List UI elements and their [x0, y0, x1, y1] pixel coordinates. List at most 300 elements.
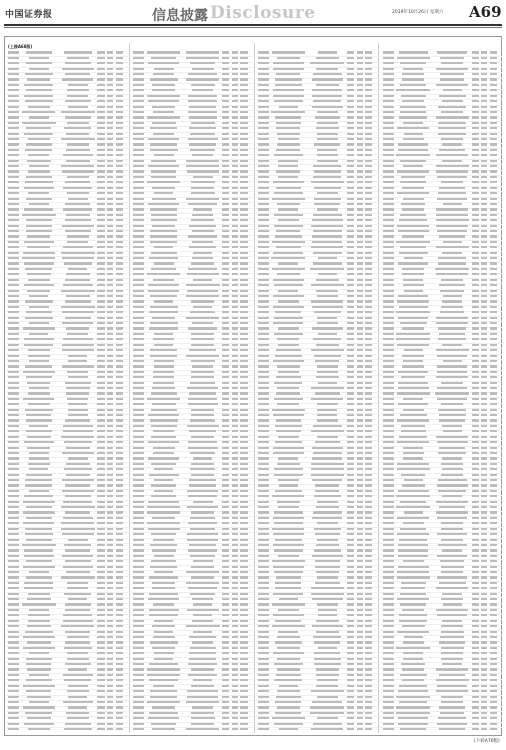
table-cell — [490, 544, 497, 546]
table-cell — [232, 376, 238, 378]
table-cell — [357, 717, 363, 719]
table-cell — [258, 62, 269, 64]
table-cell — [240, 208, 247, 210]
table-cell — [232, 582, 238, 584]
table-cell — [190, 593, 215, 595]
table-cell — [383, 257, 394, 259]
table-cell — [347, 430, 354, 432]
table-cell — [383, 447, 394, 449]
table-cell — [133, 685, 144, 687]
table-cell — [277, 403, 299, 405]
table-cell — [365, 138, 372, 140]
table-cell — [67, 658, 90, 660]
table-cell — [154, 68, 174, 70]
table-cell — [97, 501, 104, 503]
table-cell — [273, 452, 304, 454]
table-cell — [481, 603, 487, 605]
table-cell — [383, 62, 394, 64]
table-cell — [490, 241, 497, 243]
table-cell — [402, 273, 424, 275]
table-cell — [490, 441, 497, 443]
table-cell — [440, 73, 464, 75]
table-cell — [274, 214, 303, 216]
table-cell — [258, 143, 269, 145]
table-cell — [240, 306, 247, 308]
table-cell — [107, 154, 113, 156]
table-cell — [28, 403, 49, 405]
table-cell — [97, 506, 104, 508]
table-cell — [490, 170, 497, 172]
table-cell — [316, 57, 340, 59]
table-cell — [472, 484, 479, 486]
table-cell — [357, 706, 363, 708]
table-cell — [232, 51, 238, 53]
table-cell — [66, 571, 90, 573]
table-cell — [347, 149, 354, 151]
table-cell — [315, 566, 340, 568]
table-cell — [8, 219, 19, 221]
table-cell — [222, 116, 229, 118]
table-cell — [365, 170, 372, 172]
table-cell — [29, 295, 48, 297]
table-cell — [240, 165, 247, 167]
table-cell — [481, 392, 487, 394]
table-cell — [472, 268, 479, 270]
table-cell — [133, 701, 144, 703]
table-cell — [188, 235, 217, 237]
table-cell — [222, 273, 229, 275]
table-cell — [97, 176, 104, 178]
table-cell — [357, 68, 363, 70]
table-cell — [148, 165, 178, 167]
table-cell — [275, 539, 302, 541]
table-cell — [314, 641, 340, 643]
table-cell — [396, 712, 429, 714]
table-cell — [400, 246, 426, 248]
table-cell — [62, 490, 95, 492]
table-cell — [64, 468, 92, 470]
table-cell — [383, 306, 394, 308]
table-cell — [258, 160, 269, 162]
table-cell — [152, 706, 174, 708]
table-cell — [490, 425, 497, 427]
table-cell — [133, 663, 144, 665]
table-cell — [437, 723, 467, 725]
table-cell — [274, 154, 303, 156]
table-cell — [472, 252, 479, 254]
table-cell — [490, 338, 497, 340]
table-cell — [133, 490, 144, 492]
table-cell — [232, 214, 238, 216]
table-cell — [240, 631, 247, 633]
table-cell — [436, 84, 469, 86]
table-cell — [191, 338, 215, 340]
table-cell — [481, 484, 487, 486]
table-cell — [441, 625, 463, 627]
table-cell — [147, 522, 180, 524]
table-cell — [149, 712, 178, 714]
table-cell — [153, 73, 174, 75]
table-cell — [8, 371, 19, 373]
table-cell — [29, 68, 49, 70]
table-cell — [153, 430, 173, 432]
table-cell — [232, 241, 238, 243]
table-cell — [26, 219, 51, 221]
table-cell — [442, 252, 462, 254]
table-cell — [116, 647, 123, 649]
table-cell — [279, 106, 298, 108]
table-cell — [365, 284, 372, 286]
table-cell — [222, 663, 229, 665]
table-cell — [222, 614, 229, 616]
table-cell — [133, 273, 144, 275]
table-cell — [365, 674, 372, 676]
table-cell — [472, 241, 479, 243]
table-cell — [116, 84, 123, 86]
table-cell — [133, 414, 144, 416]
table-cell — [357, 544, 363, 546]
table-cell — [258, 198, 269, 200]
table-cell — [400, 603, 426, 605]
table-cell — [222, 668, 229, 670]
table-cell — [481, 447, 487, 449]
table-cell — [232, 387, 238, 389]
table-cell — [481, 668, 487, 670]
table-cell — [357, 641, 363, 643]
table-cell — [472, 262, 479, 264]
table-cell — [347, 490, 354, 492]
table-cell — [8, 430, 19, 432]
table-cell — [133, 311, 144, 313]
table-cell — [133, 517, 144, 519]
table-cell — [481, 214, 487, 216]
table-cell — [8, 160, 19, 162]
table-cell — [258, 300, 269, 302]
table-cell — [365, 636, 372, 638]
table-cell — [66, 160, 90, 162]
table-cell — [152, 517, 175, 519]
table-cell — [481, 544, 487, 546]
table-cell — [240, 457, 247, 459]
table-cell — [232, 62, 238, 64]
table-cell — [222, 284, 229, 286]
table-cell — [8, 495, 19, 497]
table-cell — [154, 658, 173, 660]
table-cell — [315, 533, 340, 535]
table-cell — [232, 641, 238, 643]
table-cell — [402, 100, 425, 102]
table-cell — [365, 100, 372, 102]
table-cell — [8, 468, 19, 470]
table-cell — [107, 192, 113, 194]
table-cell — [107, 409, 113, 411]
table-cell — [383, 57, 394, 59]
table-cell — [149, 311, 177, 313]
table-cell — [275, 701, 301, 703]
table-cell — [401, 203, 425, 205]
table-cell — [232, 284, 238, 286]
table-cell — [276, 419, 301, 421]
table-cell — [258, 544, 269, 546]
table-cell — [347, 717, 354, 719]
table-cell — [472, 457, 479, 459]
table-cell — [258, 436, 269, 438]
table-cell — [472, 419, 479, 421]
table-cell — [347, 495, 354, 497]
table-cell — [347, 560, 354, 562]
table-cell — [347, 203, 354, 205]
table-cell — [222, 133, 229, 135]
table-cell — [8, 290, 19, 292]
table-cell — [97, 143, 104, 145]
table-cell — [232, 468, 238, 470]
table-cell — [312, 235, 342, 237]
table-cell — [472, 490, 479, 492]
table-cell — [193, 603, 212, 605]
table-cell — [240, 300, 247, 302]
table-cell — [278, 208, 298, 210]
table-cell — [61, 165, 94, 167]
table-cell — [67, 241, 88, 243]
table-cell — [152, 106, 175, 108]
table-cell — [396, 506, 430, 508]
table-cell — [8, 127, 19, 129]
table-cell — [116, 208, 123, 210]
table-cell — [383, 668, 394, 670]
table-cell — [383, 425, 394, 427]
table-cell — [107, 133, 113, 135]
table-cell — [472, 365, 479, 367]
table-cell — [29, 360, 49, 362]
table-cell — [481, 327, 487, 329]
table-cell — [191, 474, 215, 476]
table-cell — [272, 268, 306, 270]
table-cell — [148, 290, 180, 292]
table-cell — [481, 371, 487, 373]
table-cell — [490, 571, 497, 573]
table-cell — [133, 603, 144, 605]
table-cell — [232, 89, 238, 91]
table-cell — [481, 154, 487, 156]
table-cell — [357, 517, 363, 519]
table-cell — [107, 696, 113, 698]
table-cell — [107, 609, 113, 611]
table-cell — [365, 533, 372, 535]
table-cell — [62, 365, 93, 367]
table-cell — [347, 403, 354, 405]
table-cell — [222, 544, 229, 546]
table-cell — [232, 555, 238, 557]
table-cell — [437, 517, 467, 519]
table-cell — [97, 300, 104, 302]
table-cell — [116, 387, 123, 389]
table-cell — [365, 127, 372, 129]
table-cell — [357, 252, 363, 254]
table-cell — [240, 484, 247, 486]
table-cell — [472, 452, 479, 454]
table-cell — [133, 728, 144, 730]
table-cell — [365, 419, 372, 421]
table-cell — [357, 679, 363, 681]
table-cell — [8, 696, 19, 698]
table-cell — [116, 73, 123, 75]
table-cell — [441, 652, 462, 654]
table-cell — [490, 387, 497, 389]
table-cell — [64, 51, 91, 53]
table-cell — [437, 441, 468, 443]
table-cell — [258, 365, 269, 367]
table-cell — [436, 349, 469, 351]
table-cell — [240, 51, 247, 53]
table-cell — [116, 235, 123, 237]
table-cell — [258, 133, 269, 135]
table-cell — [481, 219, 487, 221]
table-cell — [153, 279, 174, 281]
table-cell — [472, 436, 479, 438]
table-cell — [67, 176, 89, 178]
table-cell — [116, 62, 123, 64]
table-cell — [133, 376, 144, 378]
table-cell — [438, 127, 466, 129]
table-cell — [8, 479, 19, 481]
table-cell — [232, 311, 238, 313]
table-cell — [357, 95, 363, 97]
table-cell — [258, 181, 269, 183]
table-cell — [8, 636, 19, 638]
table-cell — [400, 84, 427, 86]
table-cell — [26, 474, 51, 476]
table-cell — [133, 479, 144, 481]
table-cell — [347, 230, 354, 232]
table-cell — [436, 376, 468, 378]
table-cell — [97, 311, 104, 313]
table-cell — [97, 419, 104, 421]
table-cell — [383, 300, 394, 302]
table-cell — [151, 409, 177, 411]
table-cell — [28, 355, 49, 357]
table-cell — [440, 311, 464, 313]
table-cell — [347, 468, 354, 470]
table-cell — [23, 522, 54, 524]
table-cell — [490, 501, 497, 503]
table-cell — [258, 246, 269, 248]
table-cell — [133, 674, 144, 676]
table-cell — [232, 365, 238, 367]
table-cell — [347, 257, 354, 259]
table-cell — [347, 344, 354, 346]
table-cell — [310, 712, 344, 714]
table-cell — [273, 360, 303, 362]
table-cell — [97, 257, 104, 259]
table-cell — [472, 560, 479, 562]
table-cell — [65, 230, 90, 232]
table-cell — [258, 679, 269, 681]
table-cell — [490, 528, 497, 530]
table-cell — [107, 571, 113, 573]
table-cell — [232, 176, 238, 178]
table-cell — [152, 225, 174, 227]
table-cell — [278, 555, 298, 557]
table-cell — [399, 306, 428, 308]
table-cell — [357, 495, 363, 497]
table-cell — [222, 555, 229, 557]
table-cell — [400, 322, 427, 324]
table-cell — [116, 317, 123, 319]
table-cell — [472, 149, 479, 151]
table-cell — [438, 479, 467, 481]
table-cell — [8, 284, 19, 286]
table-cell — [29, 203, 48, 205]
table-cell — [188, 398, 217, 400]
table-cell — [403, 198, 424, 200]
table-cell — [440, 78, 464, 80]
table-cell — [222, 268, 229, 270]
table-cell — [397, 344, 429, 346]
table-cell — [316, 376, 339, 378]
table-cell — [186, 355, 219, 357]
table-cell — [116, 549, 123, 551]
table-cell — [490, 614, 497, 616]
table-cell — [116, 706, 123, 708]
table-cell — [107, 549, 113, 551]
table-cell — [347, 457, 354, 459]
table-cell — [107, 349, 113, 351]
table-cell — [222, 73, 229, 75]
table-cell — [240, 268, 247, 270]
table-cell — [8, 501, 19, 503]
table-cell — [357, 511, 363, 513]
table-cell — [133, 484, 144, 486]
table-cell — [191, 409, 214, 411]
table-cell — [383, 517, 394, 519]
table-cell — [116, 176, 123, 178]
table-cell — [8, 452, 19, 454]
table-cell — [133, 549, 144, 551]
table-cell — [365, 230, 372, 232]
table-cell — [472, 576, 479, 578]
table-cell — [25, 631, 53, 633]
table-cell — [232, 603, 238, 605]
table-row — [380, 728, 502, 733]
table-cell — [481, 235, 487, 237]
table-cell — [8, 576, 19, 578]
table-cell — [258, 230, 269, 232]
table-cell — [481, 614, 487, 616]
table-cell — [441, 62, 463, 64]
table-cell — [347, 685, 354, 687]
table-cell — [317, 122, 338, 124]
table-cell — [365, 668, 372, 670]
table-cell — [8, 78, 19, 80]
table-cell — [481, 311, 487, 313]
table-cell — [187, 533, 218, 535]
table-cell — [490, 225, 497, 227]
table-cell — [365, 149, 372, 151]
table-cell — [438, 452, 466, 454]
table-cell — [443, 360, 462, 362]
table-cell — [97, 338, 104, 340]
table-cell — [347, 333, 354, 335]
table-cell — [222, 511, 229, 513]
table-cell — [107, 674, 113, 676]
table-cell — [274, 663, 303, 665]
table-cell — [397, 463, 428, 465]
table-cell — [347, 376, 354, 378]
table-cell — [8, 257, 19, 259]
table-cell — [133, 203, 144, 205]
table-cell — [383, 614, 394, 616]
table-cell — [240, 414, 247, 416]
